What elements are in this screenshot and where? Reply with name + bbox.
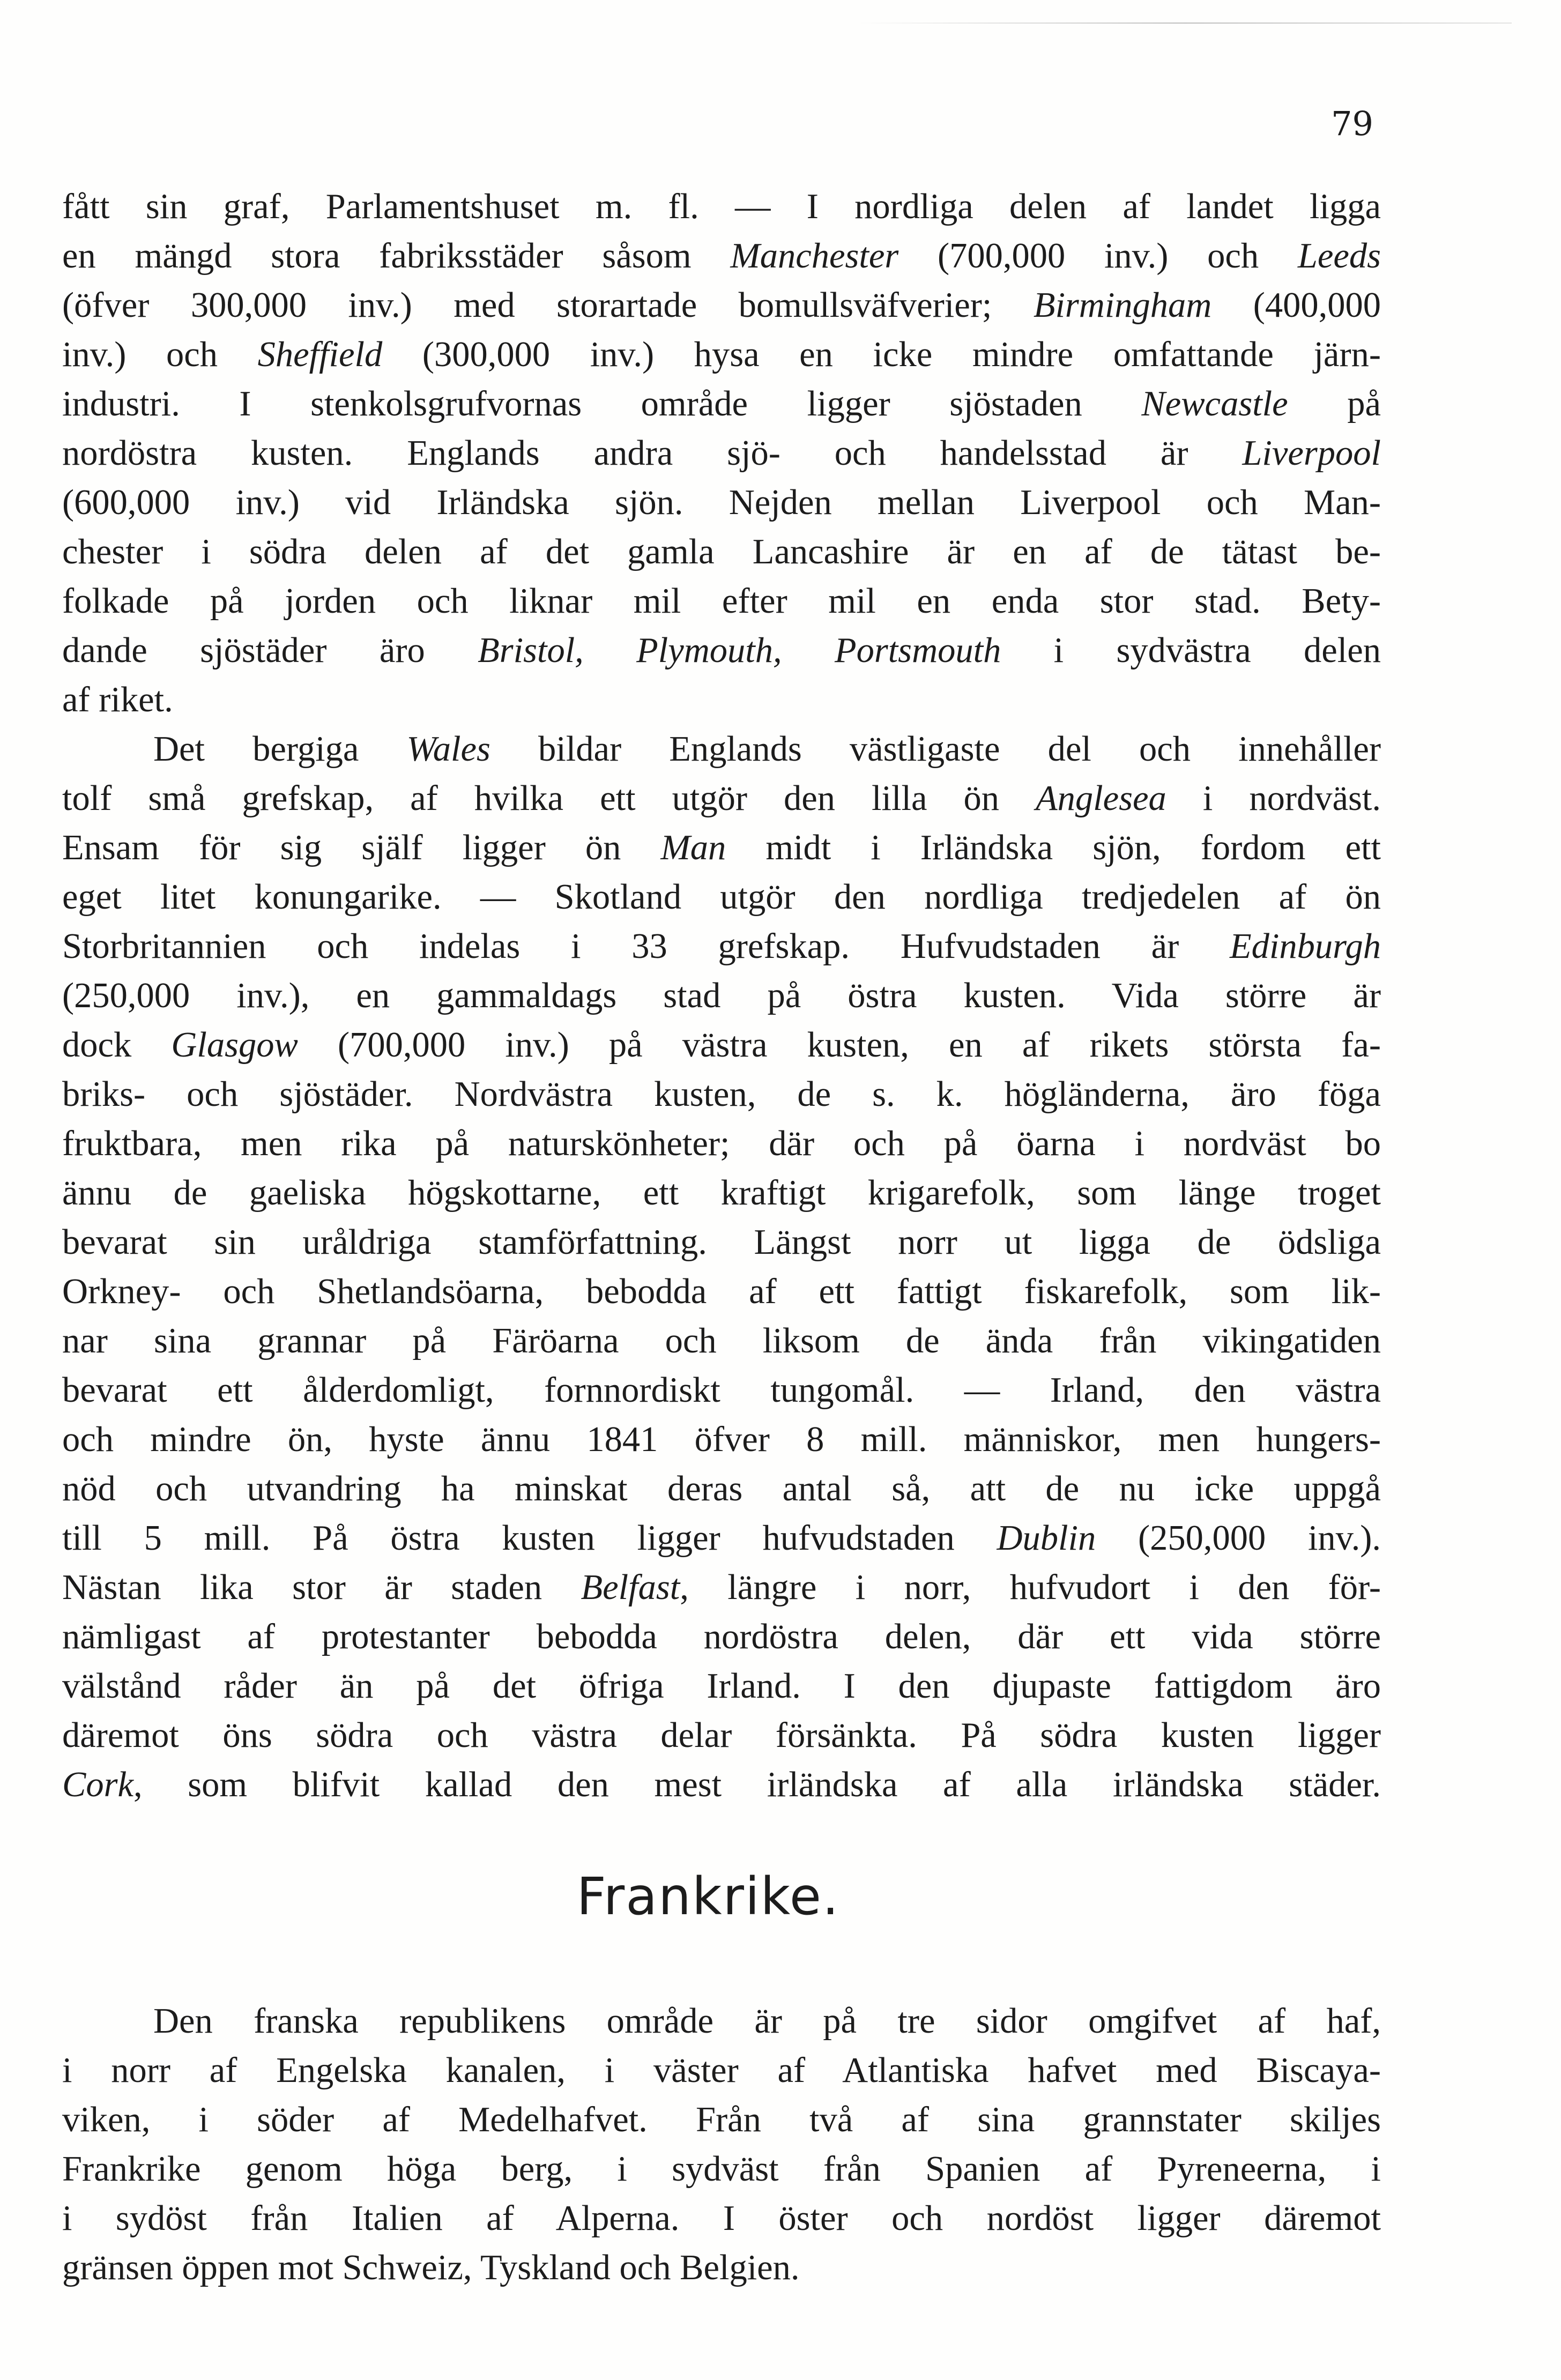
text-segment: (700,000 inv.) och <box>898 236 1298 276</box>
text-segment: chester i södra delen af det gamla Lancashire är en af de tätast be- <box>62 532 1381 571</box>
text-segment: (400,000 <box>1211 286 1381 325</box>
text-line <box>62 1169 1381 1218</box>
text-segment: (600,000 inv.) vid Irländska sjön. Nejden mellan Liverpool och Man- <box>62 483 1381 522</box>
text-line <box>62 922 1381 971</box>
text-segment: viken, i söder af Medelhafvet. Från två af sina grannstater skiljes <box>62 2100 1381 2139</box>
text-segment: bevarat sin uråldriga stamförfattning. Längst norr ut ligga de ödsliga <box>62 1223 1381 1262</box>
text-line <box>62 232 1381 281</box>
text-segment: dock <box>62 1025 172 1065</box>
place-name: Man <box>660 828 726 867</box>
text-line <box>62 330 1381 380</box>
text-segment: folkade på jorden och liknar mil efter mil en enda stor stad. Bety- <box>62 582 1381 621</box>
scan-edge-shadow <box>858 23 1512 24</box>
text-segment: nordöstra kusten. Englands andra sjö- och handelsstad är <box>62 434 1243 473</box>
place-name: Belfast <box>581 1568 680 1607</box>
text-line <box>62 675 1381 725</box>
text-line <box>62 281 1381 330</box>
page-number: 79 <box>1331 104 1373 143</box>
text-segment: Ensam för sig själf ligger ön <box>62 828 661 867</box>
text-segment: i norr af Engelska kanalen, i väster af Atlantiska hafvet med Biscaya- <box>62 2051 1381 2090</box>
text-line <box>62 1119 1381 1169</box>
text-segment: en mängd stora fabriksstäder såsom <box>62 236 731 276</box>
text-segment: (250,000 inv.), en gammaldags stad på östra kusten. Vida större är <box>62 976 1381 1015</box>
text-line <box>62 429 1381 478</box>
text-segment: af riket. <box>62 680 173 719</box>
place-name: Liverpool <box>1242 434 1381 473</box>
text-line <box>62 2243 1381 2293</box>
text-segment: gränsen öppen mot Schweiz, Tyskland och Belgien. <box>62 2248 800 2287</box>
text-segment: till 5 mill. På östra kusten ligger hufvudstaden <box>62 1519 997 1558</box>
text-segment: på <box>1288 384 1381 423</box>
text-line <box>62 1662 1381 1711</box>
text-line <box>62 2046 1381 2095</box>
text-line <box>62 1711 1381 1760</box>
text-segment: Den franska republikens område är på tre sidor omgifvet af haf, <box>153 2002 1381 2041</box>
text-segment: och mindre ön, hyste ännu 1841 öfver 8 mill. människor, men hungers- <box>62 1420 1381 1459</box>
text-line <box>62 527 1381 577</box>
text-line <box>62 1366 1381 1415</box>
text-line <box>62 1070 1381 1119</box>
text-segment: fått sin graf, Parlamentshuset m. fl. — I nordliga delen af landet ligga <box>62 187 1381 226</box>
place-name: Manchester <box>730 236 899 276</box>
text-segment: bevarat ett ålderdomligt, fornnordiskt tungomål. — Irland, den västra <box>62 1371 1381 1410</box>
text-line <box>62 182 1381 232</box>
text-segment: i nordväst. <box>1166 779 1381 818</box>
text-line <box>62 380 1381 429</box>
text-segment: tolf små grefskap, af hvilka ett utgör den lilla ön <box>62 779 1036 818</box>
text-segment: Det bergiga <box>153 730 407 769</box>
text-line <box>62 2194 1381 2243</box>
text-segment: , längre i norr, hufvudort i den för- <box>680 1568 1381 1607</box>
text-line <box>62 1514 1381 1563</box>
text-line <box>62 478 1381 527</box>
text-segment: eget litet konungarike. — Skotland utgör den nordliga tredjedelen af ön <box>62 877 1381 917</box>
text-segment: i sydöst från Italien af Alperna. I öster och nordöst ligger däremot <box>62 2199 1381 2238</box>
text-line <box>62 577 1381 626</box>
text-segment: däremot öns södra och västra delar försänkta. På södra kusten ligger <box>62 1716 1381 1755</box>
text-line <box>62 1267 1381 1317</box>
paragraph-block-britain <box>62 182 1381 1810</box>
place-name: Bristol, Plymouth, Portsmouth <box>478 631 1001 670</box>
text-segment: nöd och utvandring ha minskat deras antal så, att de nu icke uppgå <box>62 1469 1381 1508</box>
place-name: Sheffield <box>257 335 383 374</box>
section-heading: Frankrike. <box>576 1866 840 1927</box>
place-name: Glasgow <box>171 1025 298 1065</box>
text-segment: Storbritannien och indelas i 33 grefskap. Hufvudstaden är <box>62 927 1230 966</box>
paragraph-block-france <box>62 1997 1381 2293</box>
text-segment: i sydvästra delen <box>1001 631 1381 670</box>
place-name: Dublin <box>997 1519 1096 1558</box>
text-line <box>62 2145 1381 2194</box>
text-segment: Nästan lika stor är staden <box>62 1568 581 1607</box>
place-name: Edinburgh <box>1229 927 1381 966</box>
text-segment: ännu de gaeliska högskottarne, ett kraftigt krigarefolk, som länge troget <box>62 1173 1381 1213</box>
text-line <box>62 823 1381 873</box>
text-segment: bildar Englands västligaste del och innehåller <box>490 730 1381 769</box>
text-line <box>62 725 1381 774</box>
text-line <box>62 2095 1381 2145</box>
text-segment: briks- och sjöstäder. Nordvästra kusten, de s. k. högländerna, äro föga <box>62 1075 1381 1114</box>
place-name: Newcastle <box>1141 384 1288 423</box>
text-segment: (700,000 inv.) på västra kusten, en af rikets största fa- <box>298 1025 1381 1065</box>
text-segment: industri. I stenkolsgrufvornas område ligger sjöstaden <box>62 384 1142 423</box>
text-line <box>62 1997 1381 2046</box>
text-segment: (300,000 inv.) hysa en icke mindre omfattande järn- <box>382 335 1381 374</box>
place-name: Cork <box>62 1765 133 1804</box>
text-line <box>62 1218 1381 1267</box>
text-segment: inv.) och <box>62 335 258 374</box>
text-line <box>62 1021 1381 1070</box>
text-segment: (250,000 inv.). <box>1096 1519 1381 1558</box>
text-segment: midt i Irländska sjön, fordom ett <box>726 828 1381 867</box>
place-name: Anglesea <box>1036 779 1166 818</box>
text-segment: nämligast af protestanter bebodda nordöstra delen, där ett vida större <box>62 1617 1381 1656</box>
text-line <box>62 1317 1381 1366</box>
text-segment: (öfver 300,000 inv.) med storartade bomullsväfverier; <box>62 286 1034 325</box>
text-segment: fruktbara, men rika på naturskönheter; där och på öarna i nordväst bo <box>62 1124 1381 1163</box>
place-name: Birmingham <box>1033 286 1212 325</box>
text-line <box>62 626 1381 675</box>
text-line <box>62 1464 1381 1514</box>
text-line <box>62 873 1381 922</box>
text-segment: Frankrike genom höga berg, i sydväst från Spanien af Pyreneerna, i <box>62 2150 1381 2189</box>
text-line <box>62 1612 1381 1662</box>
text-line <box>62 971 1381 1021</box>
place-name: Leeds <box>1297 236 1381 276</box>
text-line <box>62 1760 1381 1810</box>
text-segment: dande sjöstäder äro <box>62 631 478 670</box>
text-line <box>62 1415 1381 1464</box>
place-name: Wales <box>406 730 490 769</box>
text-segment: Orkney- och Shetlandsöarna, bebodda af ett fattigt fiskarefolk, som lik- <box>62 1272 1381 1311</box>
text-segment: välstånd råder än på det öfriga Irland. I den djupaste fattigdom äro <box>62 1667 1381 1706</box>
text-segment: , som blifvit kallad den mest irländska af alla irländska städer. <box>133 1765 1381 1804</box>
text-line <box>62 1563 1381 1612</box>
text-segment: nar sina grannar på Färöarna och liksom de ända från vikingatiden <box>62 1321 1381 1360</box>
text-line <box>62 774 1381 823</box>
